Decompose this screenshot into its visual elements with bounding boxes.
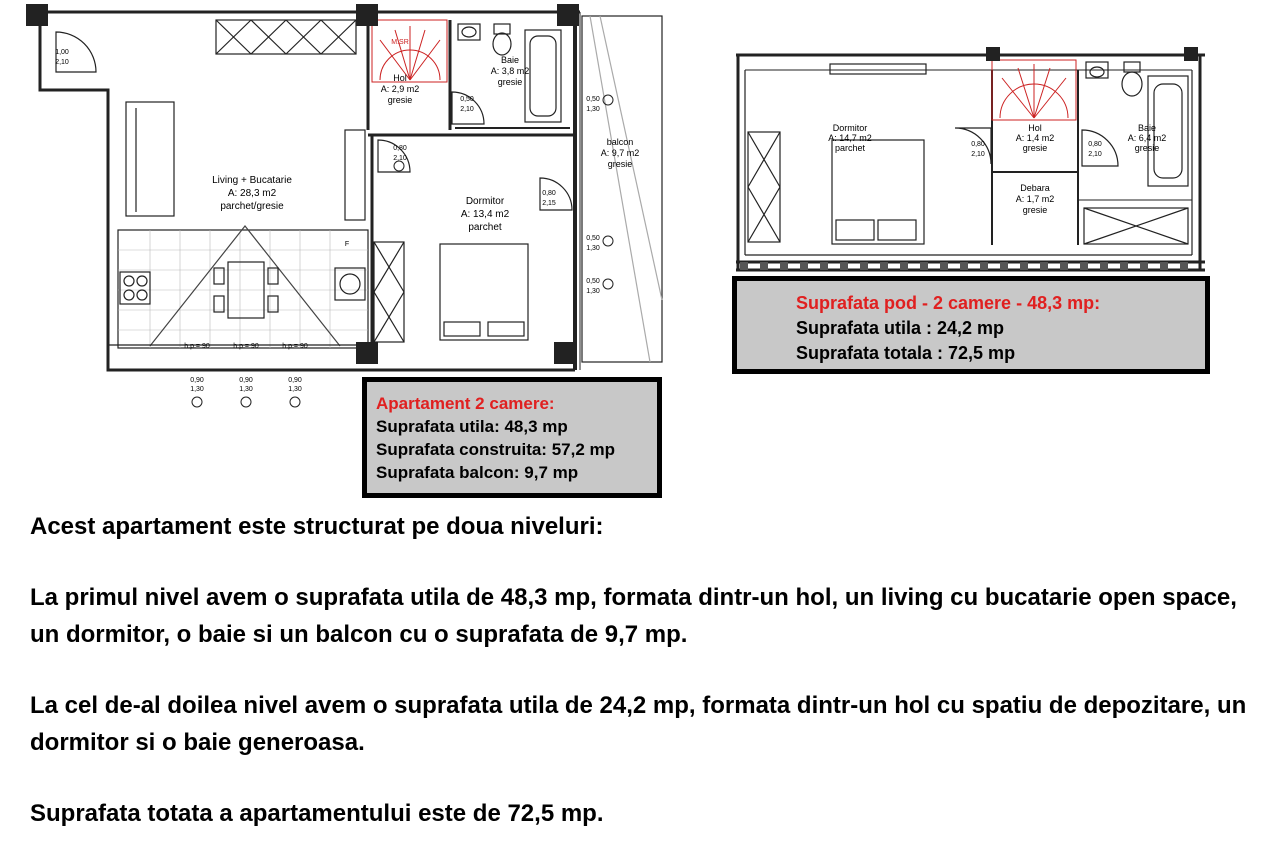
misc-tag: F <box>344 241 350 248</box>
window-bottom-tag: 0,90 <box>239 377 253 384</box>
attic-summary-line: Suprafata utila : 24,2 mp <box>796 318 1005 338</box>
apartment-summary-box <box>362 377 662 498</box>
window-tag: 1,30 <box>586 106 600 113</box>
door-tag: 0,80 <box>542 190 556 197</box>
attic-summary-title: Suprafata pod - 2 camere - 48,3 mp: <box>796 293 1101 313</box>
door-tag: 2,10 <box>55 59 69 66</box>
attic-room-name-dormitor: Dormitor <box>832 123 868 133</box>
attic-room-floor-baie: gresie <box>1134 143 1160 153</box>
room-name-dormitor: Dormitor <box>465 196 505 207</box>
room-floor-baie: gresie <box>497 77 523 87</box>
attic-room-floor-dormitor: parchet <box>834 143 866 153</box>
attic-door-tag: 0,80 <box>971 141 985 148</box>
door-tag: 2,10 <box>460 106 474 113</box>
room-floor-balcon: gresie <box>607 159 633 169</box>
attic-room-area-debara: A: 1,7 m2 <box>1015 194 1055 204</box>
attic-plan <box>0 0 1280 295</box>
attic-room-floor-hol: gresie <box>1022 143 1048 153</box>
attic-door-tag: 2,10 <box>1088 151 1102 158</box>
window-tag: 1,30 <box>586 245 600 252</box>
room-name-balcon: balcon <box>606 137 634 147</box>
room-area-balcon: A: 9,7 m2 <box>600 148 640 158</box>
window-tag: 0,50 <box>586 235 600 242</box>
door-tag: 2,15 <box>542 200 556 207</box>
stair-tag: M.SR <box>391 39 409 46</box>
description-paragraph: La cel de-al doilea nivel avem o suprafata utila de 24,2 mp, formata dintr-un hol cu spatiu de depozitare, un dormitor si o baie generoasa. <box>30 692 1247 756</box>
window-bottom-tag: 0,90 <box>190 377 204 384</box>
door-tag: 0,80 <box>393 145 407 152</box>
window-tag: 1,30 <box>586 288 600 295</box>
window-tag: 0,50 <box>586 96 600 103</box>
attic-room-area-hol: A: 1,4 m2 <box>1015 133 1055 143</box>
room-floor-living: parchet/gresie <box>220 201 284 212</box>
attic-room-name-hol: Hol <box>1028 123 1042 133</box>
door-tag: 1,00 <box>55 49 69 56</box>
attic-room-area-baie: A: 6,4 m2 <box>1127 133 1167 143</box>
window-bottom-tag: 1,30 <box>288 386 302 393</box>
attic-drawing <box>0 0 1280 290</box>
attic-room-floor-debara: gresie <box>1022 205 1048 215</box>
attic-summary-box <box>732 276 1210 374</box>
attic-door-tag: 0,80 <box>1088 141 1102 148</box>
balcony-tag: h.p.= 90 <box>233 343 259 350</box>
apartment-summary-title: Apartament 2 camere: <box>376 394 555 413</box>
window-bottom-tag: 1,30 <box>239 386 253 393</box>
attic-door-tag: 2,10 <box>971 151 985 158</box>
door-tag: 0,50 <box>460 96 474 103</box>
room-name-living: Living + Bucatarie <box>212 175 292 186</box>
door-tag: 2,10 <box>393 155 407 162</box>
attic-room-area-dormitor: A: 14,7 m2 <box>828 133 872 143</box>
apartment-summary-line: Suprafata construita: 57,2 mp <box>376 440 616 459</box>
attic-summary-line: Suprafata totala : 72,5 mp <box>796 343 1016 363</box>
description-paragraph: La primul nivel avem o suprafata utila de 48,3 mp, formata dintr-un hol, un living cu bucatarie open space, un dormitor, o baie si un balcon cu o suprafata de 9,7 mp. <box>30 584 1237 648</box>
room-name-hol: Hol <box>393 73 407 83</box>
room-area-baie: A: 3,8 m2 <box>490 66 530 76</box>
attic-room-name-debara: Debara <box>1020 183 1050 193</box>
room-floor-dormitor: parchet <box>468 222 502 233</box>
window-bottom-tag: 1,30 <box>190 386 204 393</box>
attic-room-name-baie: Baie <box>1137 123 1157 133</box>
description-paragraph: Acest apartament este structurat pe doua niveluri: <box>30 513 604 540</box>
apartment-summary-line: Suprafata balcon: 9,7 mp <box>376 463 579 482</box>
room-name-baie: Baie <box>500 55 520 65</box>
room-area-hol: A: 2,9 m2 <box>380 84 420 94</box>
room-floor-hol: gresie <box>387 95 413 105</box>
apartment-summary-line: Suprafata utila: 48,3 mp <box>376 417 568 436</box>
window-tag: 0,50 <box>586 278 600 285</box>
balcony-tag: h.p.= 90 <box>184 343 210 350</box>
room-area-living: A: 28,3 m2 <box>227 188 277 199</box>
room-area-dormitor: A: 13,4 m2 <box>460 209 510 220</box>
balcony-tag: h.p.= 90 <box>282 343 308 350</box>
description-text <box>30 508 1250 866</box>
window-bottom-tag: 0,90 <box>288 377 302 384</box>
description-paragraph: Suprafata totata a apartamentului este de 72,5 mp. <box>30 800 604 827</box>
